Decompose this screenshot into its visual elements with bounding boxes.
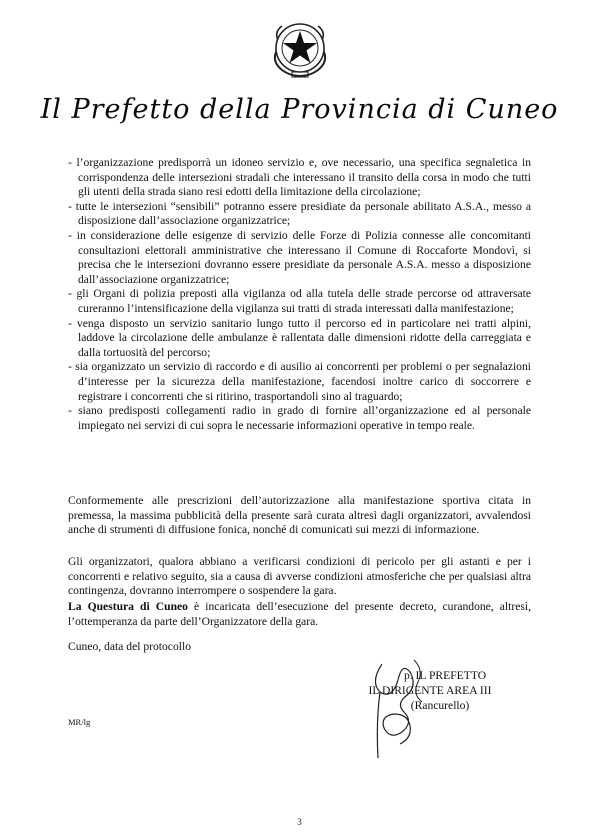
letterhead-title: Il Prefetto della Provincia di Cuneo (40, 94, 559, 125)
signatory-role: IL DIRIGENTE AREA III (368, 684, 492, 697)
list-item: - sia organizzato un servizio di raccordo e di ausilio ai concorrenti per problemi o per segnalazioni d’interesse per la sicurezza della manifestazione, facendosi inoltre carico di soccorrere e registrare i concorrenti che si ritirino, trasportandoli sino al traguardo; (68, 360, 531, 404)
provisions-list (68, 156, 531, 433)
signatory-name: (Rancurello) (410, 699, 470, 712)
closing-place-date: Cuneo, data del protocollo (68, 640, 191, 653)
list-item: - tutte le intersezioni “sensibili” potranno essere presidiate da personale abilitato A.S.A., messo a disposizione dall’associazione organizzatrice; (68, 200, 531, 229)
paragraph-publicity: Conformemente alle prescrizioni dell’autorizzazione alla manifestazione sportiva citata in premessa, la massima pubblicità della presente sarà curata altresì dagli organizzatori, avvalendosi anche di strumenti di diffusione fonica, nonché di comunicati sui mezzi di informazione. (68, 494, 531, 537)
list-item: - in considerazione delle esigenze di servizio delle Forze di Polizia connesse alle concomitanti consultazioni elettorali amministrative che interessano il Comune di Roccaforte Mondovì, si precisa che le intersezioni dovranno essere presidiate da personale A.S.A. messo a disposizione dall’associazione organizzatrice; (68, 229, 531, 287)
list-item: - gli Organi di polizia preposti alla vigilanza od alla tutela delle strade percorse od attraversate cureranno l’intensificazione della vigilanza sui tratti di strada interessati dalla manifestazione; (68, 287, 531, 316)
page-number: 3 (297, 817, 302, 827)
author-initials: MR/lg (68, 717, 91, 727)
signatory-title: p. IL PREFETTO (403, 669, 487, 682)
questura-rest: è incaricata dell’esecuzione del presente decreto, curandone, altresì, l’ottemperanza da parte dell’Organizzatore della gara. (68, 600, 531, 628)
list-item: - l’organizzazione predisporrà un idoneo servizio e, ove necessario, una specifica segnaletica in corrispondenza delle intersezioni stradali che interessano il transito della corsa in modo che tutti gli utenti della strada siano resi edotti della limitazione della circolazione; (68, 156, 531, 200)
paragraph-questura (68, 600, 531, 629)
paragraph-organizers: Gli organizzatori, qualora abbiano a verificarsi condizioni di pericolo per gli astanti e per i concorrenti e relativo seguito, sia a causa di avverse condizioni atmosferiche che per qualsiasi altra contingenza, dovranno interrompere o sospendere la gara. (68, 555, 531, 598)
list-item: - venga disposto un servizio sanitario lungo tutto il percorso ed in particolare nei tratti alpini, laddove la circolazione delle ambulanze è rallentata dalle dimensioni ridotte della carreggiata e dalla tortuosità del percorso; (68, 317, 531, 361)
republic-emblem-icon (268, 18, 332, 80)
list-item: - siano predisposti collegamenti radio in grado di fornire all’organizzazione ed al personale impiegato nei servizi di cui sopra le necessarie informazioni operative in tempo reale. (68, 404, 531, 433)
questura-bold: La Questura di Cuneo (68, 600, 188, 613)
signature-block (330, 668, 530, 713)
